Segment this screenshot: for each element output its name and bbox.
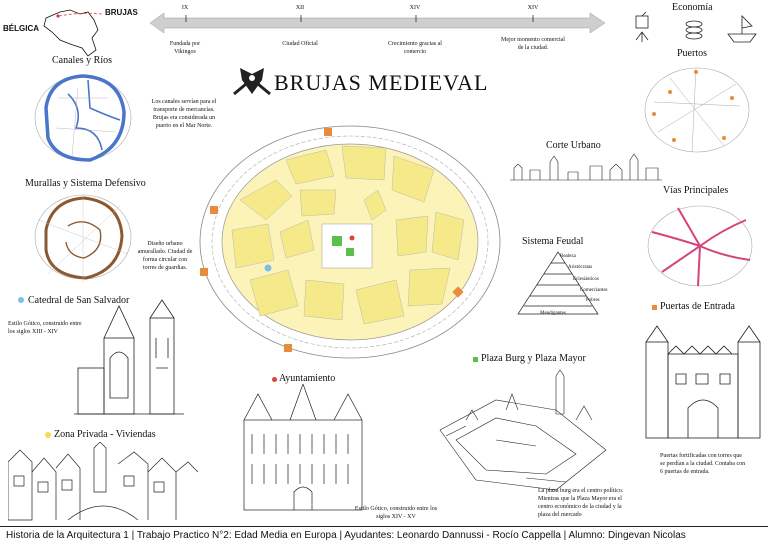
- puertos-map: [640, 62, 754, 158]
- page-title: BRUJAS MEDIEVAL: [274, 70, 489, 95]
- catedral-marker: [18, 297, 24, 303]
- canales-note: Los canales servían para el transporte de mercancías. Brujas era considerada un puerto en el Mar Norte.: [151, 99, 217, 129]
- feudal-level-2: Eclesiásticos: [573, 277, 599, 282]
- vias-title: Vías Principales: [663, 185, 729, 196]
- zona-drawing: [8, 442, 198, 522]
- plaza-marker: [473, 357, 478, 362]
- puertas-drawing: [642, 318, 764, 440]
- feudal-level-3: Comerciantes: [580, 288, 608, 293]
- ayunt-note: Estilo Gótico, construido entre los siglos XIV - XV: [354, 506, 438, 520]
- brujas-label: BRUJAS: [105, 8, 138, 17]
- city-map: [196, 120, 504, 365]
- timeline-caption-2: Crecimiento gracias al comercio: [388, 41, 442, 55]
- timeline-century-0: IX: [181, 5, 189, 11]
- economia-title: Economía: [672, 2, 713, 13]
- murallas-map: [28, 190, 138, 285]
- catedral-note: Estilo Gótico, construido entre los siglos XIII - XIV: [8, 321, 82, 335]
- zona-marker: [45, 432, 51, 438]
- economia-icons: [632, 12, 762, 44]
- timeline-century-3: XIV: [527, 5, 539, 11]
- canales-title: Canales y Ríos: [52, 55, 112, 66]
- timeline-caption-1: Ciudad Oficial: [282, 41, 318, 47]
- murallas-note: Diseño urbano amurallado. Ciudad de forma circular con torres de guardias.: [137, 241, 193, 271]
- belgium-label: BÉLGICA: [3, 24, 39, 33]
- corte-title: Corte Urbano: [546, 140, 601, 151]
- vias-map: [642, 200, 758, 292]
- ayunt-title: Ayuntamiento: [279, 373, 336, 384]
- puertas-note: Puertas fortificadas con torres que se perdían a la ciudad. Contaba con 6 puertas de entrada.: [660, 453, 746, 475]
- footer: Historia de la Arquitectura 1 | Trabajo Practico N°2: Edad Media en Europa | Ayudantes: Leonardo Dannussi - Rocío Cappella | Alumno: Dingevan Nicolas: [0, 526, 768, 543]
- timeline-caption-0: Fundada por Vikingos: [169, 41, 201, 55]
- feudal-level-0: Realeza: [560, 254, 576, 259]
- corte-drawing: [510, 152, 662, 184]
- timeline-caption-3: Mejor momento comercial de la ciudad.: [501, 37, 565, 51]
- feudal-title: Sistema Feudal: [522, 236, 584, 247]
- feudal-level-1: Aristócratas: [568, 265, 593, 270]
- ayunt-drawing: [238, 384, 368, 512]
- feudal-level-5: Mendigantes: [540, 311, 566, 316]
- timeline-century-1: XII: [295, 5, 305, 11]
- crest-icon: [232, 64, 272, 100]
- puertas-title: Puertas de Entrada: [660, 301, 735, 312]
- puertas-marker: [652, 305, 657, 310]
- plaza-title: Plaza Burg y Plaza Mayor: [481, 353, 586, 364]
- zona-title: Zona Privada - Viviendas: [54, 429, 156, 440]
- murallas-title: Murallas y Sistema Defensivo: [25, 178, 146, 189]
- catedral-drawing: [74, 298, 184, 416]
- timeline-century-2: XIV: [409, 5, 421, 11]
- ayunt-marker: [272, 377, 277, 382]
- plaza-note: La plaza burg era el centro político. Mientras que la Plaza Mayor era el centro económico de la ciudad y la plaza del mercado: [538, 488, 624, 518]
- puertos-title: Puertos: [677, 48, 707, 59]
- timeline-arrow: [150, 12, 606, 34]
- feudal-level-4: Pobres: [586, 298, 600, 303]
- canales-map: [28, 68, 138, 168]
- plaza-drawing: [436, 370, 608, 496]
- catedral-title: Catedral de San Salvador: [28, 295, 130, 306]
